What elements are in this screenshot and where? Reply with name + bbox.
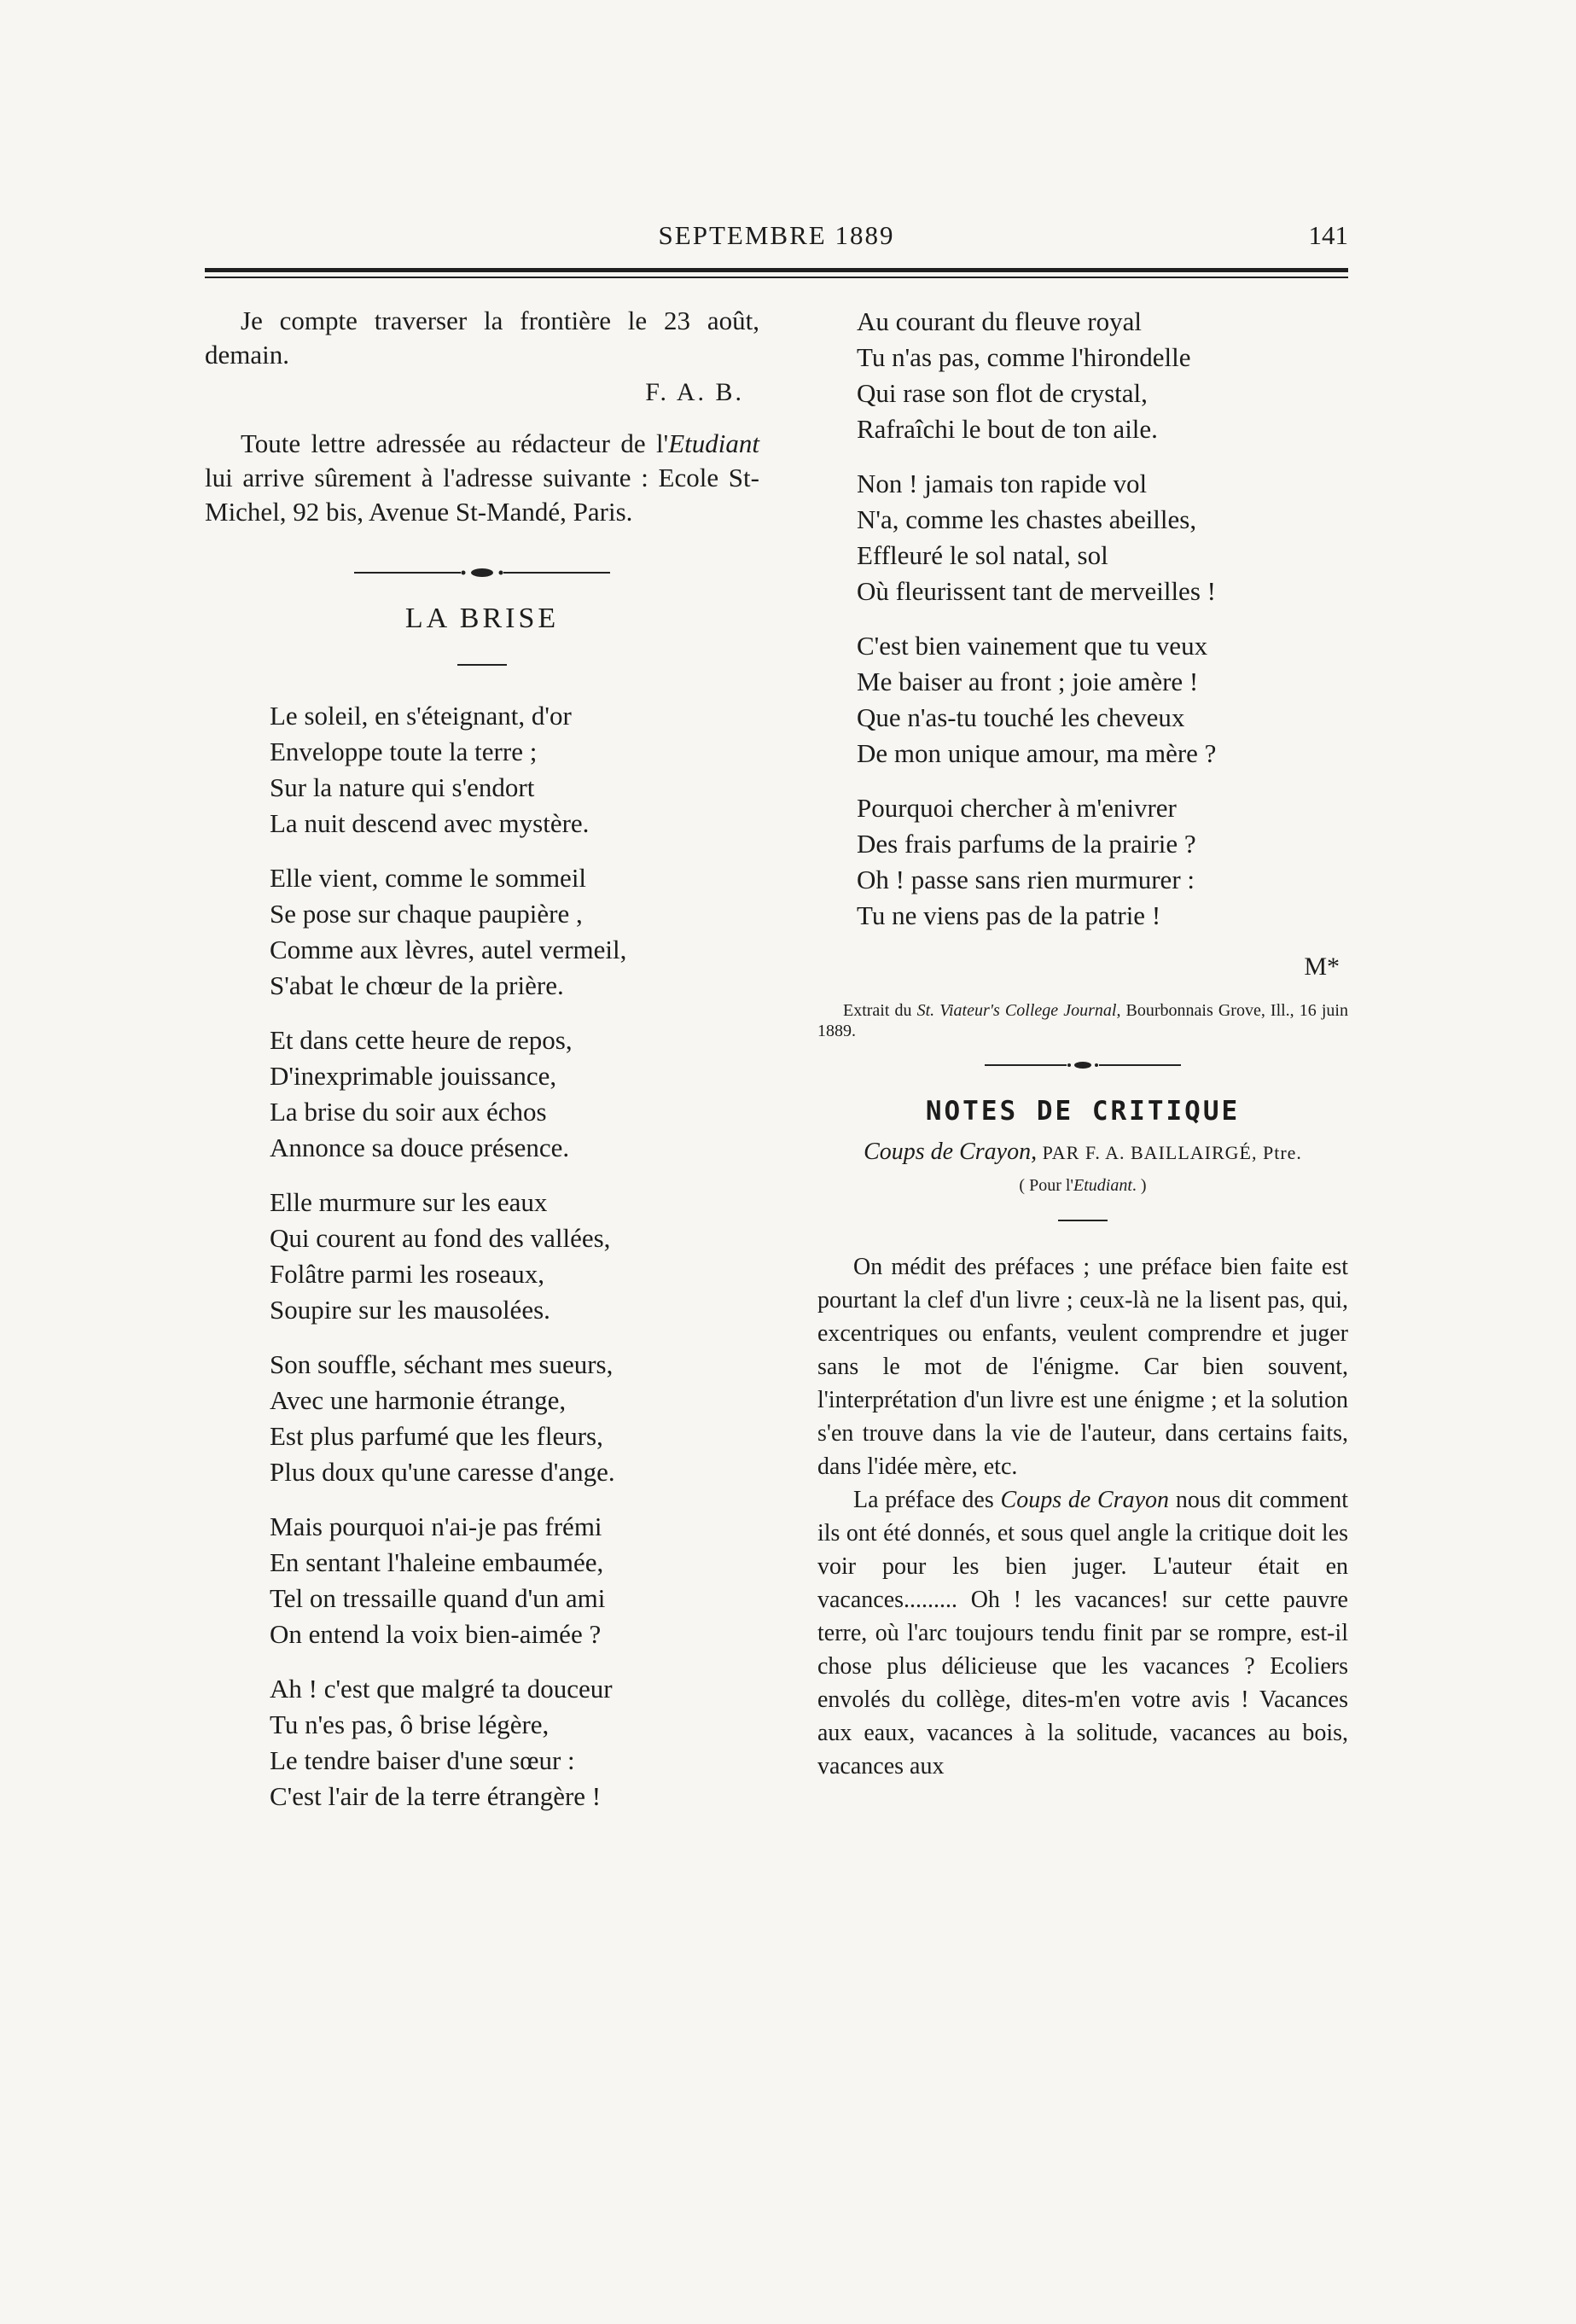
para2-work: Coups de Crayon (1000, 1487, 1170, 1513)
verse-line: Ah ! c'est que malgré ta douceur (270, 1674, 613, 1704)
verse-line: C'est l'air de la terre étrangère ! (270, 1781, 602, 1811)
verse-line: S'abat le chœur de la prière. (270, 970, 564, 1000)
verse-line: Elle vient, comme le sommeil (270, 863, 587, 893)
verse-line: Rafraîchi le bout de ton aile. (857, 414, 1158, 444)
poem-signature: M* (1304, 952, 1340, 981)
poem-right (817, 304, 1348, 934)
byline-for (817, 1176, 1348, 1196)
verse-line: N'a, comme les chastes abeilles, (857, 504, 1197, 534)
page-number: 141 (1308, 220, 1348, 250)
header-rule-thin (205, 277, 1348, 278)
verse-line: C'est bien vainement que tu veux (857, 631, 1208, 661)
verse-line: Elle murmure sur les eaux (270, 1187, 548, 1217)
verse-line: Oh ! passe sans rien murmurer : (857, 865, 1195, 894)
verse-line: Se pose sur chaque paupière , (270, 899, 583, 929)
source-journal-name: St. Viateur's College Journal (916, 1001, 1117, 1020)
address-before: Toute lettre adressée au rédacteur de l' (241, 428, 669, 458)
section-rule (1058, 1220, 1108, 1221)
stanza (205, 1509, 759, 1652)
address-after: lui arrive sûrement à l'adresse suivante : Ecole St-Michel, 92 bis, Avenue St-Mandé, Paris. (205, 463, 759, 527)
right-column (817, 304, 1348, 1783)
verse-line: La brise du soir aux échos (270, 1097, 547, 1127)
verse-line: De mon unique amour, ma mère ? (857, 738, 1217, 768)
verse-line: Soupire sur les mausolées. (270, 1295, 550, 1325)
left-column (205, 304, 759, 1833)
verse-line: Et dans cette heure de repos, (270, 1025, 573, 1055)
verse-line: Enveloppe toute la terre ; (270, 737, 538, 766)
verse-line: La nuit descend avec mystère. (270, 808, 590, 838)
verse-line: Des frais parfums de la prairie ? (857, 829, 1196, 859)
byline-for-journal: Etudiant (1073, 1176, 1132, 1195)
verse-line: Tel on tressaille quand d'un ami (270, 1583, 606, 1613)
byline-for-after: . ) (1131, 1176, 1147, 1195)
section-title: NOTES DE CRITIQUE (925, 1096, 1241, 1127)
stanza (205, 860, 759, 1004)
verse-line: Le tendre baiser d'une sœur : (270, 1745, 575, 1775)
verse-line: Où fleurissent tant de merveilles ! (857, 576, 1216, 606)
para2-after: nous dit comment ils ont été donnés, et sous quel angle la critique doit les voir pour les bien juger. L'auteur était en vacances......... Oh ! les vacances! sur cette pauvre terre, où l'arc toujours tendu finit par se rompre, est-il chose plus délicieuse que les vacances ? Ecoliers envolés du collège, dites-m'en votre avis ! Vacances aux eaux, vacances à la solitude, vacances au bois, vacances aux (817, 1487, 1348, 1779)
stanza (205, 1347, 759, 1490)
verse-line: Au courant du fleuve royal (857, 306, 1142, 336)
verse-line: Folâtre parmi les roseaux, (270, 1259, 544, 1289)
poem-left (205, 698, 759, 1814)
stanza (205, 1022, 759, 1166)
verse-line: Mais pourquoi n'ai-je pas frémi (270, 1511, 602, 1541)
verse-line: Est plus parfumé que les fleurs, (270, 1421, 603, 1451)
ornament-divider-icon (354, 567, 610, 579)
header-rule-thick (205, 268, 1348, 272)
stanza (817, 466, 1348, 609)
para2-before: La préface des (853, 1487, 1001, 1513)
intro-text: Je compte traverser la frontière le 23 août, demain. (205, 306, 759, 370)
stanza (205, 698, 759, 842)
verse-line: Qui rase son flot de crystal, (857, 378, 1148, 408)
verse-line: Non ! jamais ton rapide vol (857, 469, 1148, 498)
verse-line: Son souffle, séchant mes sueurs, (270, 1349, 614, 1379)
verse-line: Le soleil, en s'éteignant, d'or (270, 701, 572, 731)
verse-line: Me baiser au front ; joie amère ! (857, 667, 1199, 696)
verse-line: Tu ne viens pas de la patrie ! (857, 900, 1161, 930)
stanza (817, 790, 1348, 934)
byline-work: Coups de Crayon, (864, 1139, 1038, 1165)
verse-line: D'inexprimable jouissance, (270, 1061, 557, 1091)
verse-line: Avec une harmonie étrange, (270, 1385, 567, 1415)
stanza (205, 1185, 759, 1328)
verse-line: En sentant l'haleine embaumée, (270, 1547, 604, 1577)
address-notice (205, 427, 759, 529)
verse-line: Plus doux qu'une caresse d'ange. (270, 1457, 615, 1487)
title-rule (457, 664, 507, 666)
stanza (817, 628, 1348, 772)
verse-line: Effleuré le sol natal, sol (857, 540, 1108, 570)
stanza (817, 304, 1348, 447)
address-journal-name: Etudiant (668, 428, 759, 458)
running-title: SEPTEMBRE 1889 (658, 220, 895, 250)
verse-line: On entend la voix bien-aimée ? (270, 1619, 602, 1649)
verse-line: Annonce sa douce présence. (270, 1133, 570, 1162)
verse-line: Pourquoi chercher à m'enivrer (857, 793, 1177, 823)
byline (817, 1139, 1348, 1166)
verse-line: Que n'as-tu touché les cheveux (857, 702, 1185, 732)
review-paragraph-1: On médit des préfaces ; une préface bien faite est pourtant la clef d'un livre ; ceux-là ne la lisent pas, qui, excentriques ou enfants, veulent comprendre et juger sans le mot de l'énigme. Car bien souvent, l'interprétation d'un livre est une énigme ; et la solution s'en trouve dans la vie de l'auteur, dans certains faits, dans l'idée mère, etc. (817, 1254, 1348, 1480)
source-after: , Bourbonnais Grove, Ill., 16 juin 1889. (817, 1001, 1348, 1040)
verse-line: Comme aux lèvres, autel vermeil, (270, 935, 627, 964)
verse-line: Sur la nature qui s'endort (270, 772, 535, 802)
intro-signature: F. A. B. (645, 378, 744, 406)
review-paragraph-2 (817, 1483, 1348, 1783)
ornament-divider-icon (985, 1060, 1181, 1070)
source-before: Extrait du (843, 1001, 917, 1020)
poem-title: LA BRISE (404, 603, 560, 634)
source-note (817, 1000, 1348, 1041)
verse-line: Tu n'es pas, ô brise légère, (270, 1710, 550, 1739)
byline-for-before: ( Pour l' (1019, 1176, 1074, 1195)
byline-author: PAR F. A. BAILLAIRGÉ, Ptre. (1037, 1142, 1302, 1163)
verse-line: Tu n'as pas, comme l'hirondelle (857, 342, 1191, 372)
stanza (205, 1671, 759, 1814)
running-head (205, 220, 1348, 259)
verse-line: Qui courent au fond des vallées, (270, 1223, 611, 1253)
